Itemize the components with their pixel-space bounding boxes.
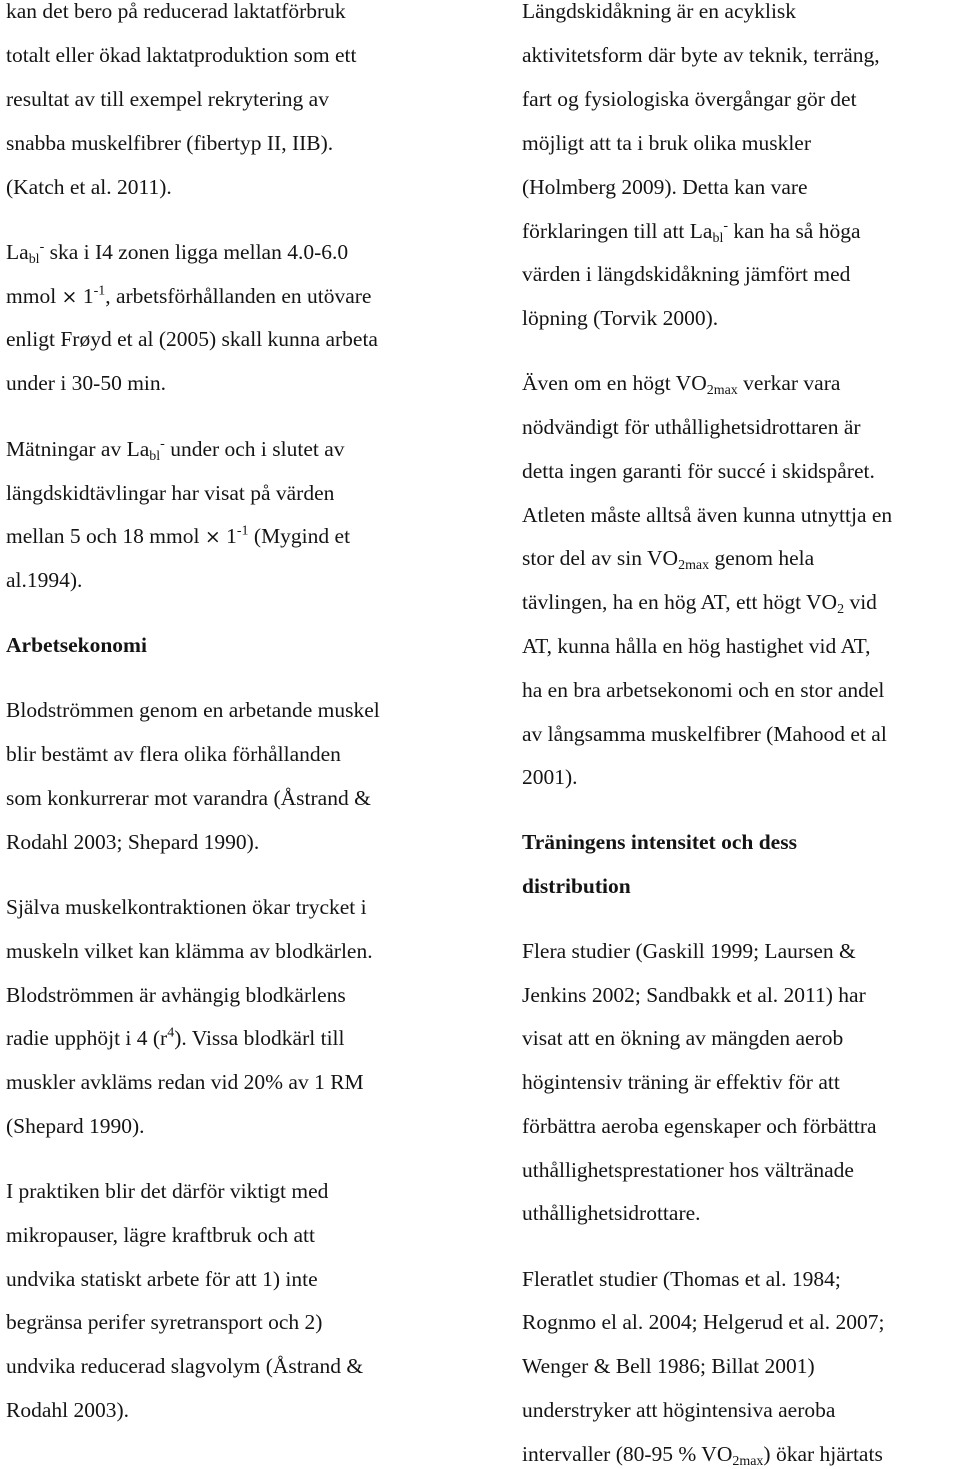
text-line: undvika statiskt arbete för att 1) inte bbox=[6, 1267, 318, 1291]
text-line: möjligt att ta i bruk olika muskler bbox=[522, 131, 812, 155]
text-line: (Katch et al. 2011). bbox=[6, 175, 172, 199]
text-line: aktivitetsform där byte av teknik, terräng, bbox=[522, 43, 880, 67]
text-line: begränsa perifer syretransport och 2) bbox=[6, 1310, 323, 1334]
text-line: muskeln vilket kan klämma av blodkärlen. bbox=[6, 939, 373, 963]
text-line: muskler avkläms redan vid 20% av 1 RM bbox=[6, 1070, 364, 1094]
text-line: Själva muskelkontraktionen ökar trycket i bbox=[6, 895, 367, 919]
text-line: mikropauser, lägre kraftbruk och att bbox=[6, 1223, 315, 1247]
text-line: förbättra aeroba egenskaper och förbättra bbox=[522, 1114, 877, 1138]
text-line: kan det bero på reducerad laktatförbruk bbox=[6, 0, 346, 23]
text-line: understryker att högintensiva aeroba bbox=[522, 1398, 836, 1422]
text-line: som konkurrerar mot varandra (Åstrand & bbox=[6, 786, 371, 810]
text-line: detta ingen garanti för succé i skidspåret. bbox=[522, 459, 875, 483]
text-line: (Shepard 1990). bbox=[6, 1114, 145, 1138]
section-heading: Träningens intensitet och dess bbox=[522, 830, 797, 854]
text-line: stor del av $\sin VO_{2max}$ genom hela bbox=[522, 546, 815, 574]
text-line: Rognmo el al. 2004; Helgerud et al. 2007; bbox=[522, 1310, 885, 1334]
text-line: uthållighetsidrottare. bbox=[522, 1201, 701, 1225]
text-line: nödvändigt för uthållighetsidrottaren är bbox=[522, 415, 861, 439]
text-line: mmol × $1^{-1}$, arbetsförhållanden en utövare bbox=[6, 283, 372, 308]
text-line: totalt eller ökad laktatproduktion som ett bbox=[6, 43, 357, 67]
text-line: Mätningar av $La_{bl}^-$ under och i slutet av bbox=[6, 436, 345, 465]
text-line: I praktiken blir det därför viktigt med bbox=[6, 1179, 329, 1203]
text-line: (Holmberg 2009). Detta kan vare bbox=[522, 175, 808, 199]
text-line: Rodahl 2003). bbox=[6, 1398, 130, 1422]
text-line: under i 30-50 min. bbox=[6, 371, 167, 395]
text-line: fart og fysiologiska övergångar gör det bbox=[522, 87, 857, 111]
text-line: Rodahl 2003; Shepard 1990). bbox=[6, 830, 260, 854]
text-line: värden i längdskidåkning jämfört med bbox=[522, 262, 851, 286]
text-line: uthållighetsprestationer hos vältränade bbox=[522, 1158, 854, 1182]
section-heading: distribution bbox=[522, 874, 631, 898]
text-line: ha en bra arbetsekonomi och en stor andel bbox=[522, 678, 885, 702]
text-line: visat att en ökning av mängden aerob bbox=[522, 1026, 844, 1050]
text-line: förklaringen till att $La_{bl}^-$ kan ha så höga bbox=[522, 218, 861, 247]
text-line: undvika reducerad slagvolym (Åstrand & bbox=[6, 1354, 364, 1378]
text-line: Blodströmmen är avhängig blodkärlens bbox=[6, 983, 346, 1007]
text-line: av långsamma muskelfibrer (Mahood et al bbox=[522, 722, 887, 746]
text-line: Även om en högt $VO_{2max}$ verkar vara bbox=[522, 371, 841, 399]
text-line: mellan 5 och 18 mmol × $1^{-1}$ (Mygind et bbox=[6, 523, 351, 548]
text-line: Fleratlet studier (Thomas et al. 1984; bbox=[522, 1267, 841, 1291]
text-line: blir bestämt av flera olika förhållanden bbox=[6, 742, 341, 766]
text-line: Jenkins 2002; Sandbakk et al. 2011) har bbox=[522, 983, 866, 1007]
text-line: högintensiv träning är effektiv för att bbox=[522, 1070, 840, 1094]
text-line: Wenger & Bell 1986; Billat 2001) bbox=[522, 1354, 815, 1378]
text-line: al.1994). bbox=[6, 568, 83, 592]
text-line: Atleten måste alltså även kunna utnyttja en bbox=[522, 503, 893, 527]
section-heading: Arbetsekonomi bbox=[6, 633, 147, 657]
text-line: längdskidtävlingar har visat på värden bbox=[6, 481, 335, 505]
text-line: snabba muskelfibrer (fibertyp II, IIB). bbox=[6, 131, 334, 155]
text-line: Blodströmmen genom en arbetande muskel bbox=[6, 698, 380, 722]
text-line: radie upphöjt i 4 $(r^4)$. Vissa blodkärl till bbox=[6, 1025, 345, 1050]
text-line: $La_{bl}^-$ ska i I4 zonen ligga mellan 4.0-6.0 bbox=[6, 239, 349, 268]
text-line: Längdskidåkning är en acyklisk bbox=[522, 0, 797, 23]
text-line: resultat av till exempel rekrytering av bbox=[6, 87, 329, 111]
text-line: Flera studier (Gaskill 1999; Laursen & bbox=[522, 939, 856, 963]
text-line: intervaller (80-95 % $VO_{2max}$) ökar hjärtats bbox=[522, 1442, 883, 1469]
text-line: tävlingen, ha en hög AT, ett högt $VO_2$ vid bbox=[522, 590, 877, 618]
text-line: enligt Frøyd et al (2005) skall kunna arbeta bbox=[6, 327, 378, 351]
text-line: AT, kunna hålla en hög hastighet vid AT, bbox=[522, 634, 871, 658]
text-line: 2001). bbox=[522, 765, 578, 789]
text-line: löpning (Torvik 2000). bbox=[522, 306, 719, 330]
